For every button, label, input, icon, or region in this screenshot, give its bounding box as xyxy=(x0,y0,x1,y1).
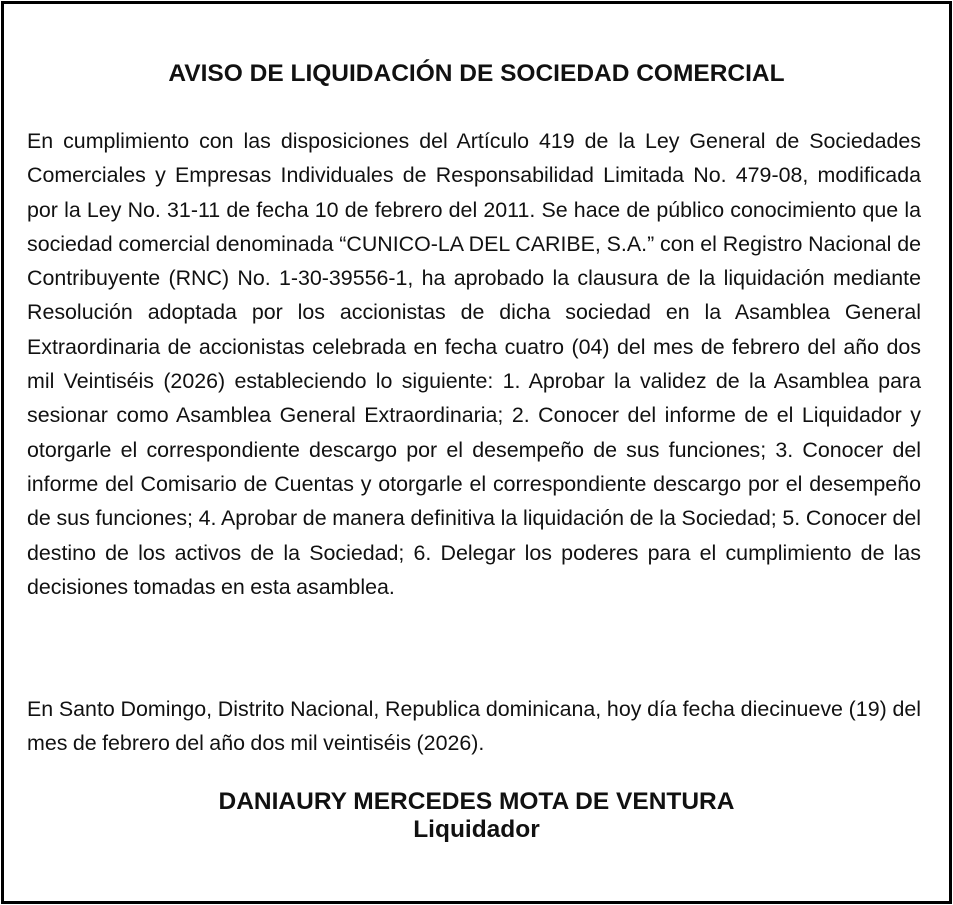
notice-title: AVISO DE LIQUIDACIÓN DE SOCIEDAD COMERCIAL xyxy=(168,60,785,87)
signature-block xyxy=(4,787,949,843)
notice-place-date-paragraph: En Santo Domingo, Distrito Nacional, Republica dominicana, hoy día fecha diecinueve (19) del mes de febrero del año dos mil veintiséis (2026). xyxy=(27,697,921,756)
signatory-name: DANIAURY MERCEDES MOTA DE VENTURA xyxy=(218,788,735,815)
legal-notice xyxy=(1,1,952,904)
signatory-role: Liquidador xyxy=(413,816,540,843)
notice-body-paragraph: En cumplimiento con las disposiciones del Artículo 419 de la Ley General de Sociedades Comerciales y Empresas Individuales de Responsabilidad Limitada No. 479-08, modificada por la Ley No. 31-11 de fecha 10 de febrero del 2011. Se hace de público conocimiento que la sociedad comercial denominada “CUNICO-LA DEL CARIBE, S.A.” con el Registro Nacional de Contribuyente (RNC) No. 1-30-39556-1, ha aprobado la clausura de la liquidación mediante Resolución adoptada por los accionistas de dicha sociedad en la Asamblea General Extraordinaria de accionistas celebrada en fecha cuatro (04) del mes de febrero del año dos mil Veintiséis (2026) estableciendo lo siguiente: 1. Aprobar la validez de la Asamblea para sesionar como Asamblea General Extraordinaria; 2. Conocer del informe de el Liquidador y otorgarle el correspondiente descargo por el desempeño de sus funciones; 3. Conocer del informe del Comisario de Cuentas y otorgarle el correspondiente descargo por el desempeño de sus funciones; 4. Aprobar de manera definitiva la liquidación de la Sociedad; 5. Conocer del destino de los activos de la Sociedad; 6. Delegar los poderes para el cumplimiento de las decisiones tomadas en esta asamblea. xyxy=(27,129,921,599)
